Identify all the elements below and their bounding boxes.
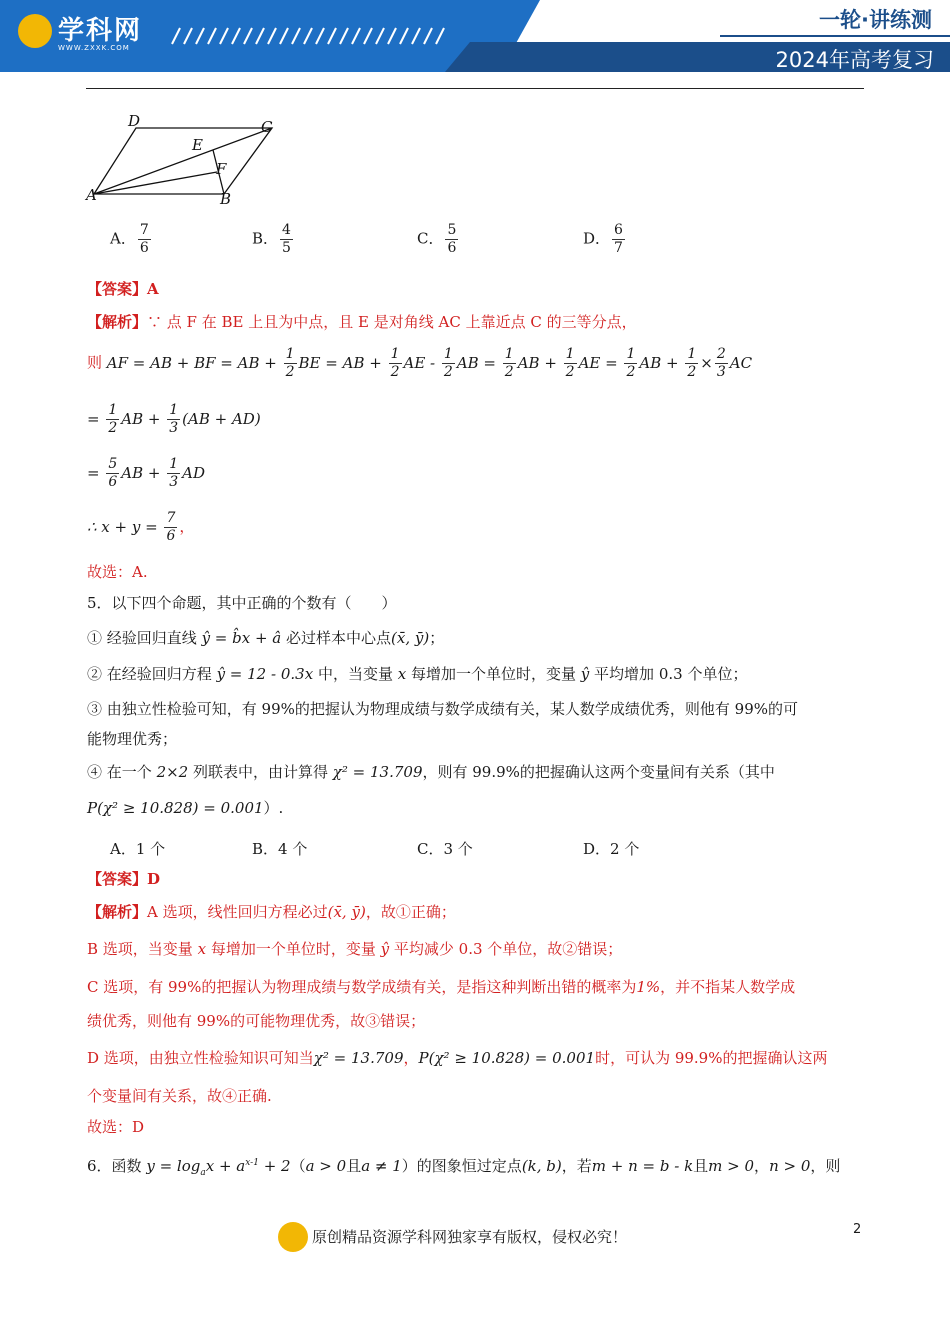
label-b: B (220, 190, 232, 208)
q4-analysis-line1: 【解析】∵ 点 F 在 BE 上且为中点，且 E 是对角线 AC 上靠近点 C 的三等分点， (87, 313, 637, 331)
footer-copyright: 原创精品资源学科网独家享有版权，侵权必究！ (312, 1228, 628, 1246)
diagonal-ac (94, 128, 272, 194)
q5-explain-3b: 绩优秀，则他有 99%的可能物理优秀，故③错误； (87, 1012, 426, 1030)
label-a: A (86, 186, 97, 204)
q5-option-c: C．3 个 (417, 840, 473, 858)
label-c: C (261, 118, 273, 136)
q5-statement-1: ① 经验回归直线 ŷ = b̂x + â 必过样本中心点(x̄, ȳ)； (87, 629, 445, 647)
label-e: E (192, 136, 203, 154)
page-header (0, 0, 950, 78)
parallelogram-figure (84, 110, 284, 210)
series-title: 一轮·讲练测 (819, 8, 932, 32)
q5-answer: 【答案】D (87, 870, 161, 888)
q5-statement-4-formula: P(χ² ≥ 10.828) = 0.001）. (87, 799, 284, 817)
label-f: F (216, 160, 227, 178)
q4-derivation-2: = $\frac{1}{2}$ AB + $\frac{1}{3}$ (AB + AD) (87, 402, 261, 436)
q5-stem: 5．以下四个命题，其中正确的个数有（ ） (87, 594, 397, 612)
segment-af (94, 172, 217, 194)
q5-statement-4: ④ 在一个 2×2 列联表中，由计算得 χ² = 13.709，则有 99.9%的把握确认这两个变量间有关系（其中 (87, 763, 775, 781)
q5-statement-3a: ③ 由独立性检验可知，有 99%的把握认为物理成绩与数学成绩有关，某人数学成绩优秀，则他有 99%的可 (87, 700, 798, 718)
footer-mascot-icon (278, 1222, 308, 1252)
q4-option-a: A． $\frac{7}{6}$ (110, 222, 149, 256)
q5-explain-1: 【解析】A 选项，线性回归方程必过(x̄, ȳ)，故①正确； (87, 903, 456, 921)
q4-conclusion: 故选：A. (87, 563, 148, 581)
logo-url: WWW.ZXXK.COM (58, 44, 130, 52)
q4-answer: 【答案】A (87, 280, 159, 298)
label-d: D (128, 112, 141, 130)
q5-statement-3b: 能物理优秀； (87, 730, 178, 748)
q6-stem: 6．函数 $y = \log_ax + a^{x-1} + 2(a > 0$且a ≠ 1）的图象恒过定点(k, b)，若m + n = b - k且m > 0，n > 0，则 (87, 1157, 841, 1178)
logo-text: 学科网 (58, 16, 143, 46)
q5-explain-4b: 个变量间有关系，故④正确. (87, 1087, 272, 1105)
q4-derivation-4: ∴ x + y = $\frac{7}{6}$ ， (87, 510, 195, 544)
q4-option-b: B． $\frac{4}{5}$ (252, 222, 291, 256)
q4-derivation-1: 则 AF = AB + BF = AB + $\frac{1}{2}$ BE = AB + $\frac{1}{2}$ AE - $\frac{1}{2}$ AB = $\frac{1}{2}$ AB + $\frac{1}{2}$ AE = $\frac{1}{2}$ AB + $\frac{1}{2}$ × $\frac{2}{3}$ AC (87, 346, 753, 380)
q4-option-d: D． $\frac{6}{7}$ (583, 222, 623, 256)
page-number: 2 (853, 1222, 862, 1237)
q5-option-b: B．4 个 (252, 840, 308, 858)
q5-statement-2: ② 在经验回归方程 ŷ = 12 - 0.3x 中，当变量 x 每增加一个单位时，变量 ŷ 平均增加 0.3 个单位； (87, 665, 748, 683)
q5-option-a: A．1 个 (110, 840, 166, 858)
q5-option-d: D．2 个 (583, 840, 640, 858)
q5-explain-2: B 选项，当变量 x 每增加一个单位时，变量 ŷ 平均减少 0.3 个单位，故②错误； (87, 940, 623, 958)
q5-conclusion: 故选：D (87, 1118, 145, 1136)
year-label: 2024年高考复习 (775, 48, 934, 72)
q5-explain-4a: D 选项，由独立性检验知识可知当χ² = 13.709，P(χ² ≥ 10.828) = 0.001时，可认为 99.9%的把握确认这两 (87, 1049, 828, 1067)
q4-option-c: C． $\frac{5}{6}$ (417, 222, 457, 256)
header-rule (86, 88, 864, 89)
q4-derivation-3: = $\frac{5}{6}$ AB + $\frac{1}{3}$ AD (87, 456, 206, 490)
q5-explain-3a: C 选项，有 99%的把握认为物理成绩与数学成绩有关，是指这种判断出错的概率为1%，并不指某人数学成 (87, 978, 796, 996)
logo-mascot-icon (18, 14, 52, 48)
